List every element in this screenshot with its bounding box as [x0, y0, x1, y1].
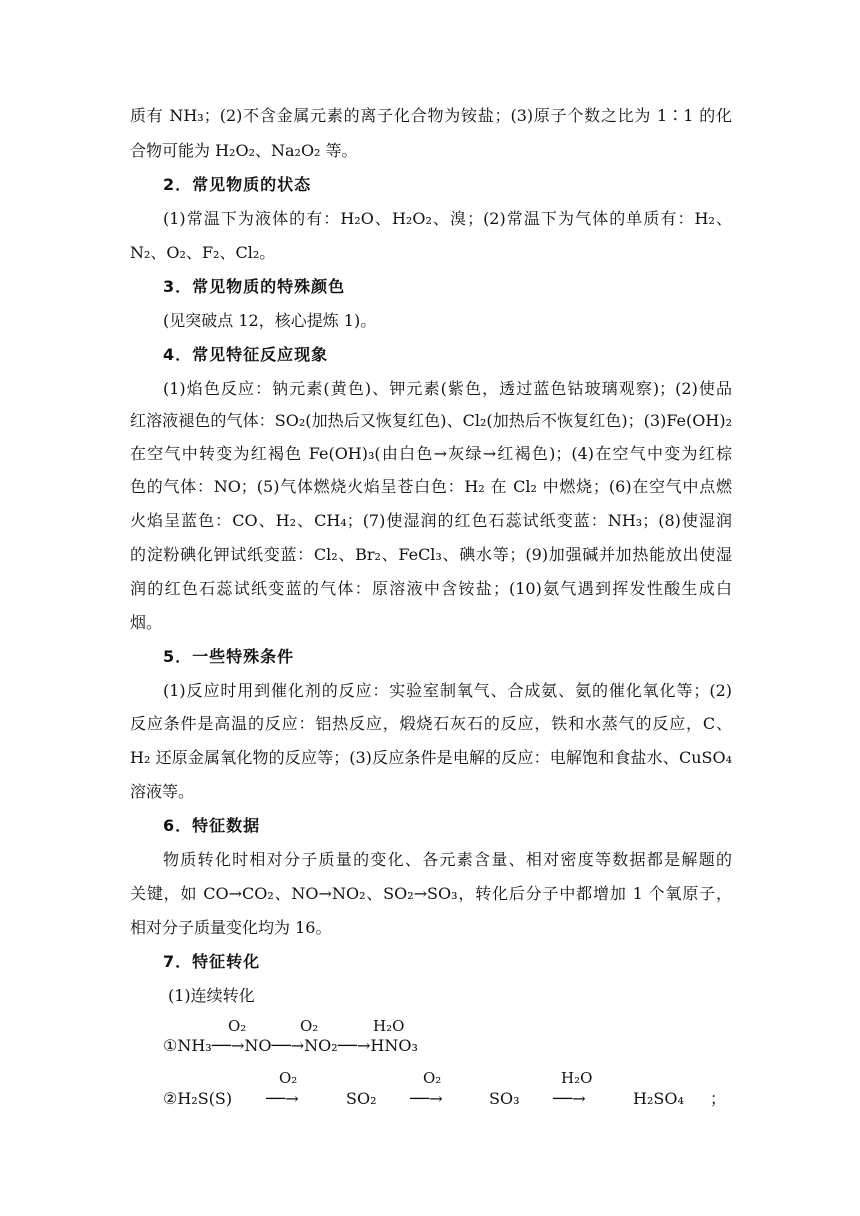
text-line: 色的气体：NO；(5)气体燃烧火焰呈苍白色：H₂ 在 Cl₂ 中燃烧；(6)在空气中点燃 — [130, 477, 732, 496]
text-line: (1)焰色反应：钠元素(黄色)、钾元素(紫色，透过蓝色钴玻璃观察)；(2)使品 — [163, 379, 732, 398]
reagent-label: O₂ — [423, 1069, 442, 1087]
text-line: 物质转化时相对分子质量的变化、各元素含量、相对密度等数据都是解题的 — [163, 850, 732, 869]
section-heading: 7．特征转化 — [163, 952, 261, 971]
section-heading: 5．一些特殊条件 — [163, 647, 295, 666]
section-heading: 4．常见特征反应现象 — [163, 345, 329, 364]
chain-formula: ①NH₃──→NO──→NO₂──→HNO₃ — [163, 1036, 418, 1055]
reagent-label: H₂O — [561, 1069, 593, 1087]
text-line: (1)反应时用到催化剂的反应：实验室制氧气、合成氨、氨的催化氧化等；(2) — [163, 681, 732, 700]
chain-reactant: ②H₂S(S) — [163, 1089, 233, 1108]
text-line: 的淀粉碘化钾试纸变蓝：Cl₂、Br₂、FeCl₃、碘水等；(9)加强碱并加热能放出使湿 — [130, 545, 732, 564]
reagent-label: H₂O — [373, 1017, 405, 1035]
text-line: 相对分子质量变化均为 16。 — [130, 918, 332, 937]
text-line: 火焰呈蓝色：CO、H₂、CH₄；(7)使湿润的红色石蕊试纸变蓝：NH₃；(8)使湿润 — [130, 511, 732, 530]
chain-product: H₂SO₄ — [633, 1089, 684, 1108]
reaction-arrow: ──→ — [266, 1089, 299, 1108]
reaction-arrow: ──→ — [410, 1089, 443, 1108]
text-line: 润的红色石蕊试纸变蓝的气体：原溶液中含铵盐；(10)氨气遇到挥发性酸生成白 — [130, 579, 732, 598]
section-heading: 2．常见物质的状态 — [163, 175, 312, 194]
text-line: 溶液等。 — [130, 782, 195, 801]
reagent-label: O₂ — [228, 1017, 247, 1035]
text-line: 合物可能为 H₂O₂、Na₂O₂ 等。 — [130, 141, 358, 160]
section-heading: 6．特征数据 — [163, 816, 261, 835]
text-line: 关键，如 CO→CO₂、NO→NO₂、SO₂→SO₃，转化后分子中都增加 1 个氧原子， — [130, 884, 732, 903]
text-line: N₂、O₂、F₂、Cl₂。 — [130, 243, 276, 262]
reagent-label: O₂ — [279, 1069, 298, 1087]
section-heading: 3．常见物质的特殊颜色 — [163, 277, 346, 296]
text-line: (1)常温下为液体的有：H₂O、H₂O₂、溴；(2)常温下为气体的单质有：H₂、 — [163, 209, 732, 228]
text-line: 红溶液褪色的气体：SO₂(加热后又恢复红色)、Cl₂(加热后不恢复红色)；(3)Fe(OH)₂ — [130, 411, 732, 430]
text-line: 烟。 — [130, 613, 163, 632]
chain-product: SO₂ — [346, 1089, 377, 1108]
reagent-label: O₂ — [300, 1017, 319, 1035]
text-line: H₂ 还原金属氧化物的反应等；(3)反应条件是电解的反应：电解饱和食盐水、CuSO₄ — [130, 748, 732, 767]
reaction-arrow: ──→ — [553, 1089, 586, 1108]
text-line: 质有 NH₃；(2)不含金属元素的离子化合物为铵盐；(3)原子个数之比为 1∶1 的化 — [130, 106, 732, 125]
text-line: (见突破点 12，核心提炼 1)。 — [163, 311, 377, 330]
punctuation: ； — [710, 1089, 727, 1108]
sub-heading: (1)连续转化 — [168, 986, 255, 1005]
text-line: 在空气中转变为红褐色 Fe(OH)₃(由白色→灰绿→红褐色)；(4)在空气中变为红棕 — [130, 444, 732, 463]
chain-product: SO₃ — [489, 1089, 520, 1108]
text-line: 反应条件是高温的反应：铝热反应，煅烧石灰石的反应，铁和水蒸气的反应，C、 — [130, 714, 732, 733]
